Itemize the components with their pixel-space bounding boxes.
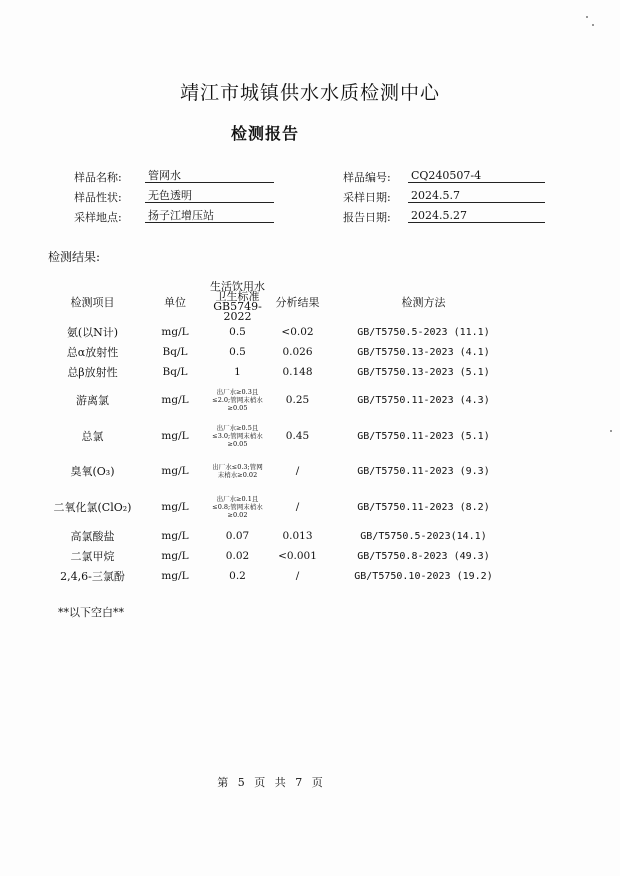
table-row xyxy=(45,418,517,454)
row-result: 0.026 xyxy=(282,346,313,358)
row-unit: Bq/L xyxy=(162,346,188,358)
table-row xyxy=(45,526,517,546)
table-row xyxy=(45,342,517,362)
row-standard: 0.07 xyxy=(225,530,250,542)
row-item: 氨(以N计) xyxy=(66,326,119,339)
row-unit: mg/L xyxy=(161,394,189,406)
row-item: 二氯甲烷 xyxy=(70,550,115,563)
row-result: / xyxy=(295,465,300,477)
results-section-label: 检测结果: xyxy=(48,250,101,264)
row-standard: 0.2 xyxy=(229,570,246,582)
row-result: <0.02 xyxy=(281,326,314,338)
column-header-unit: 单位 xyxy=(164,296,186,309)
table-row xyxy=(45,454,517,488)
row-method: GB/T5750.11-2023 (5.1) xyxy=(357,430,490,442)
row-standard: 出厂水≥0.1且≤0.8;管网末梢水≥0.02 xyxy=(212,495,263,519)
column-header-item: 检测项目 xyxy=(70,296,115,309)
row-method: GB/T5750.11-2023 (4.3) xyxy=(357,394,490,406)
row-method: GB/T5750.5-2023(14.1) xyxy=(360,530,487,542)
row-unit: mg/L xyxy=(161,530,189,542)
row-unit: Bq/L xyxy=(162,366,188,378)
row-result: 0.45 xyxy=(285,430,310,442)
table-row xyxy=(45,488,517,526)
row-method: GB/T5750.8-2023 (49.3) xyxy=(357,550,490,562)
column-header-standard: 生活饮用水卫生标准GB5749-2022 xyxy=(210,280,265,323)
footer-mid: 页 共 xyxy=(254,776,286,789)
row-standard: 出厂水≤0.3;管网末梢水≥0.02 xyxy=(212,463,263,479)
sample-props-value: 无色透明 xyxy=(145,189,274,203)
table-row xyxy=(45,382,517,418)
row-unit: mg/L xyxy=(161,430,189,442)
row-result: 0.013 xyxy=(282,530,313,542)
sample-props-label: 样品性状: xyxy=(74,191,122,204)
sample-code-label: 样品编号: xyxy=(343,171,391,184)
row-result: / xyxy=(295,570,300,582)
row-item: 游离氯 xyxy=(76,394,109,407)
row-item: 2,4,6-三氯酚 xyxy=(60,570,125,583)
organization-title: 靖江市城镇供水水质检测中心 xyxy=(179,82,440,104)
sample-site-value: 扬子江增压站 xyxy=(145,209,274,223)
row-method: GB/T5750.13-2023 (5.1) xyxy=(357,366,490,378)
row-unit: mg/L xyxy=(161,326,189,338)
row-unit: mg/L xyxy=(161,501,189,513)
sample-code-value: CQ240507-4 xyxy=(408,169,545,183)
sample-date-label: 采样日期: xyxy=(343,191,391,204)
report-date-value: 2024.5.27 xyxy=(408,209,545,223)
footer-page-number: 5 xyxy=(237,776,245,789)
row-unit: mg/L xyxy=(161,570,189,582)
row-standard: 0.5 xyxy=(229,326,246,338)
column-header-result: 分析结果 xyxy=(275,296,320,309)
row-standard: 出厂水≥0.5且≤3.0;管网末梢水≥0.05 xyxy=(212,424,263,448)
footer-prefix: 第 xyxy=(217,776,229,789)
row-result: 0.25 xyxy=(285,394,310,406)
row-result: 0.148 xyxy=(282,366,313,378)
row-method: GB/T5750.11-2023 (9.3) xyxy=(357,465,490,477)
table-row xyxy=(45,546,517,566)
row-method: GB/T5750.13-2023 (4.1) xyxy=(357,346,490,358)
row-standard: 0.5 xyxy=(229,346,246,358)
table-row xyxy=(45,362,517,382)
sample-name-label: 样品名称: xyxy=(74,171,122,184)
results-header-row xyxy=(45,282,517,322)
scan-speck xyxy=(610,430,612,432)
report-date-label: 报告日期: xyxy=(343,211,391,224)
row-item: 高氯酸盐 xyxy=(70,530,115,543)
row-method: GB/T5750.10-2023 (19.2) xyxy=(354,570,493,582)
table-row xyxy=(45,566,517,586)
column-header-method: 检测方法 xyxy=(401,296,446,309)
end-note: **以下空白** xyxy=(58,606,124,619)
row-standard: 1 xyxy=(234,366,241,378)
row-item: 总β放射性 xyxy=(67,366,118,379)
row-item: 二氧化氯(ClO₂) xyxy=(53,501,132,514)
footer-page-total: 7 xyxy=(295,776,303,789)
sample-site-label: 采样地点: xyxy=(74,211,122,224)
row-result: / xyxy=(295,501,300,513)
row-standard: 出厂水≥0.3且≤2.0;管网末梢水≥0.05 xyxy=(212,388,263,412)
row-result: <0.001 xyxy=(278,550,317,562)
row-item: 总α放射性 xyxy=(66,346,119,359)
sample-date-value: 2024.5.7 xyxy=(408,189,545,203)
footer-suffix: 页 xyxy=(311,776,323,789)
row-standard: 0.02 xyxy=(225,550,250,562)
results-table xyxy=(45,282,517,586)
row-item: 臭氧(O₃) xyxy=(70,465,115,478)
row-unit: mg/L xyxy=(161,465,189,477)
row-method: GB/T5750.11-2023 (8.2) xyxy=(357,501,490,513)
page-footer xyxy=(0,774,540,790)
row-method: GB/T5750.5-2023 (11.1) xyxy=(357,326,490,338)
row-item: 总氯 xyxy=(81,430,104,443)
table-row xyxy=(45,322,517,342)
scan-speck xyxy=(592,24,594,26)
row-unit: mg/L xyxy=(161,550,189,562)
scan-speck xyxy=(586,16,588,18)
sample-name-value: 管网水 xyxy=(145,169,274,183)
report-title: 检测报告 xyxy=(230,124,299,143)
